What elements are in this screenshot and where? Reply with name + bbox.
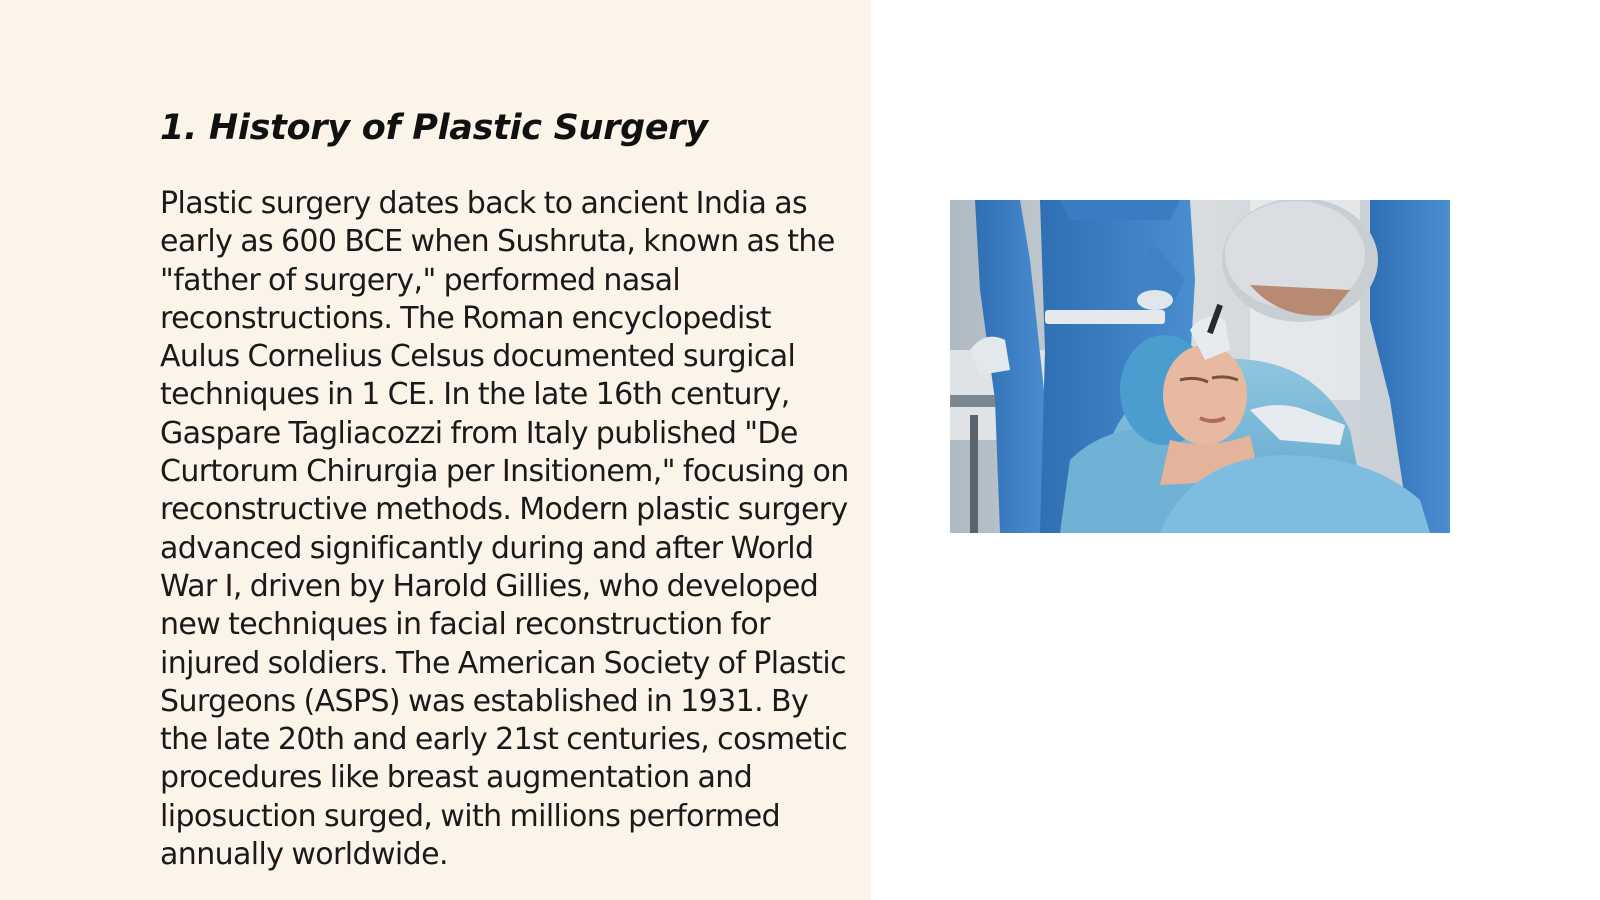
slide-title: 1. History of Plastic Surgery <box>160 108 708 148</box>
slide-body-text: Plastic surgery dates back to ancient India as early as 600 BCE when Sushruta, known as the "father of surgery," performed nasal reconstructions. The Roman encyclopedist Aulus Cornelius Celsus documented surgical techniques in 1 CE. In the late 16th century, Gaspare Tagliacozzi from Italy published "De Curtorum Chirurgia per Insitionem," focusing on reconstructive methods. Modern plastic surgery advanced significantly during and after World War I, driven by Harold Gillies, who developed new techniques in facial reconstruction for injured soldiers. The American Society of Plastic Surgeons (ASPS) was established in 1931. By the late 20th and early 21st centuries, cosmetic procedures like breast augmentation and liposuction surged, with millions performed annually worldwide. <box>160 186 849 873</box>
surgery-photo <box>950 200 1450 533</box>
